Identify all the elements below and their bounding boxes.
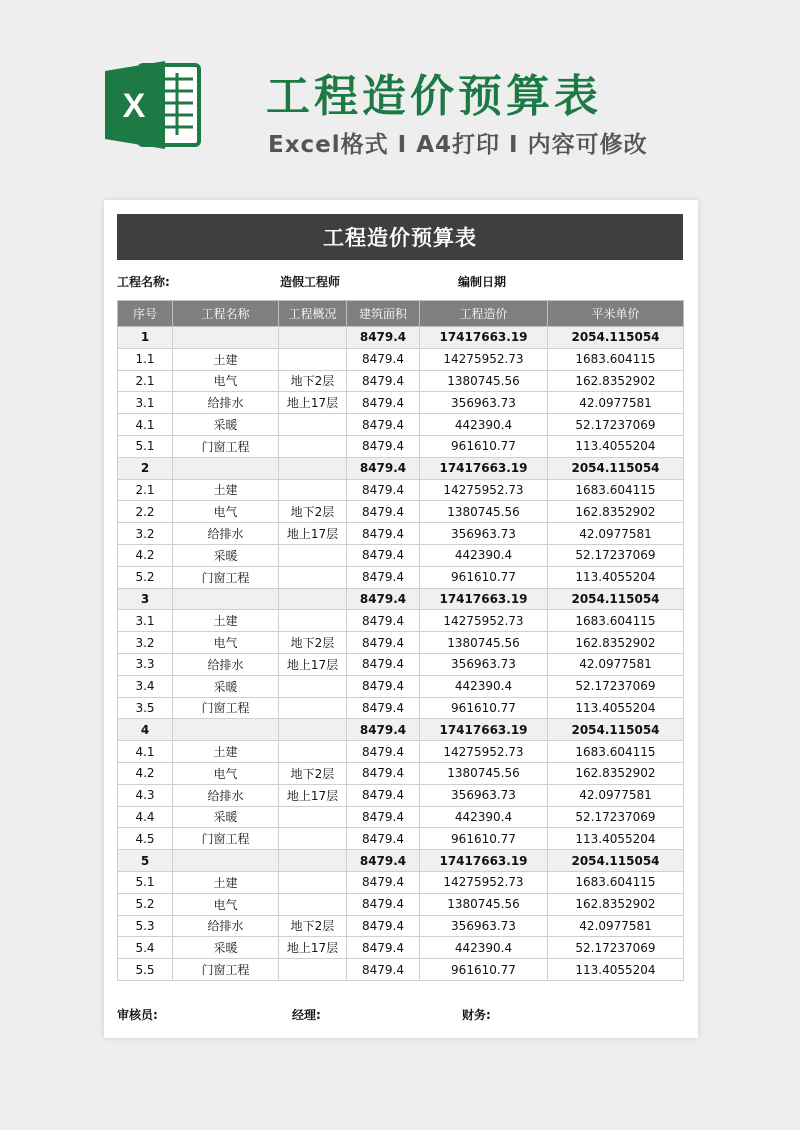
engineer-label: 造假工程师 [280, 275, 341, 289]
table-cell[interactable]: 8479.4 [347, 959, 420, 981]
table-cell[interactable]: 8479.4 [347, 675, 420, 697]
table-row [118, 435, 684, 457]
table-cell[interactable] [279, 850, 347, 872]
table-cell[interactable]: 52.17237069 [548, 414, 684, 436]
table-cell[interactable]: 采暖 [173, 806, 279, 828]
table-cell[interactable]: 8479.4 [347, 784, 420, 806]
table-cell[interactable]: 8479.4 [347, 850, 420, 872]
table-cell[interactable]: 地下2层 [279, 915, 347, 937]
date-label: 编制日期 [458, 275, 507, 289]
table-cell[interactable]: 地上17层 [279, 523, 347, 545]
table-cell[interactable]: 4.2 [118, 762, 173, 784]
table-cell[interactable]: 42.0977581 [548, 653, 684, 675]
table-cell[interactable]: 8479.4 [347, 566, 420, 588]
table-cell[interactable]: 电气 [173, 762, 279, 784]
table-row [118, 479, 684, 501]
table-row [118, 806, 684, 828]
table-cell[interactable] [279, 697, 347, 719]
table-cell[interactable]: 1683.604115 [548, 871, 684, 893]
table-cell[interactable] [279, 959, 347, 981]
table-cell[interactable]: 电气 [173, 370, 279, 392]
table-cell[interactable] [279, 675, 347, 697]
table-row [118, 414, 684, 436]
table-cell[interactable]: 14275952.73 [420, 479, 548, 501]
spreadsheet-page [104, 200, 698, 1038]
table-cell[interactable]: 356963.73 [420, 784, 548, 806]
table-cell[interactable]: 356963.73 [420, 392, 548, 414]
table-cell[interactable] [279, 414, 347, 436]
table-cell[interactable]: 5.4 [118, 937, 173, 959]
table-row [118, 871, 684, 893]
table-row [118, 697, 684, 719]
table-cell[interactable]: 442390.4 [420, 414, 548, 436]
table-cell[interactable]: 地上17层 [279, 784, 347, 806]
table-row [118, 348, 684, 370]
table-cell[interactable]: 门窗工程 [173, 828, 279, 850]
table-row [118, 632, 684, 654]
table-cell[interactable]: 5.1 [118, 435, 173, 457]
table-cell[interactable]: 5.2 [118, 566, 173, 588]
table-cell[interactable]: 113.4055204 [548, 566, 684, 588]
column-header: 工程造价 [420, 301, 548, 327]
reviewer-label: 审核员: [117, 1008, 158, 1022]
table-cell[interactable]: 电气 [173, 632, 279, 654]
table-cell[interactable]: 地下2层 [279, 762, 347, 784]
table-cell[interactable]: 961610.77 [420, 566, 548, 588]
table-cell[interactable]: 电气 [173, 501, 279, 523]
table-cell[interactable] [173, 457, 279, 479]
table-row [118, 675, 684, 697]
table-cell[interactable]: 42.0977581 [548, 915, 684, 937]
table-cell[interactable]: 土建 [173, 610, 279, 632]
table-cell[interactable] [279, 588, 347, 610]
table-cell[interactable]: 3.1 [118, 610, 173, 632]
table-cell[interactable]: 442390.4 [420, 544, 548, 566]
table-cell[interactable]: 113.4055204 [548, 828, 684, 850]
table-row [118, 893, 684, 915]
table-cell[interactable]: 113.4055204 [548, 435, 684, 457]
table-cell[interactable]: 8479.4 [347, 871, 420, 893]
banner-subtitle: Excel格式 I A4打印 I 内容可修改 [268, 132, 648, 158]
table-cell[interactable]: 42.0977581 [548, 784, 684, 806]
table-cell[interactable]: 961610.77 [420, 697, 548, 719]
table-cell[interactable]: 1380745.56 [420, 893, 548, 915]
table-cell[interactable]: 1380745.56 [420, 501, 548, 523]
table-cell[interactable]: 17417663.19 [420, 457, 548, 479]
table-cell[interactable] [279, 348, 347, 370]
table-cell[interactable] [279, 566, 347, 588]
table-cell[interactable] [279, 435, 347, 457]
table-cell[interactable]: 14275952.73 [420, 871, 548, 893]
table-cell[interactable]: 8479.4 [347, 435, 420, 457]
table-cell[interactable]: 土建 [173, 479, 279, 501]
table-cell[interactable] [279, 610, 347, 632]
table-cell[interactable]: 8479.4 [347, 523, 420, 545]
table-cell[interactable]: 162.8352902 [548, 762, 684, 784]
table-cell[interactable]: 2.2 [118, 501, 173, 523]
column-header: 平米单价 [548, 301, 684, 327]
table-cell[interactable]: 采暖 [173, 414, 279, 436]
table-cell[interactable]: 4.5 [118, 828, 173, 850]
table-cell[interactable]: 8479.4 [347, 370, 420, 392]
table-cell[interactable]: 8479.4 [347, 348, 420, 370]
table-cell[interactable]: 采暖 [173, 937, 279, 959]
table-cell[interactable] [173, 327, 279, 349]
table-cell[interactable]: 356963.73 [420, 653, 548, 675]
table-cell[interactable]: 52.17237069 [548, 806, 684, 828]
table-cell[interactable]: 5 [118, 850, 173, 872]
table-cell[interactable]: 土建 [173, 348, 279, 370]
table-cell[interactable]: 17417663.19 [420, 850, 548, 872]
table-cell[interactable]: 4.2 [118, 544, 173, 566]
table-cell[interactable] [279, 871, 347, 893]
table-cell[interactable] [279, 457, 347, 479]
table-cell[interactable]: 1683.604115 [548, 610, 684, 632]
table-row [118, 566, 684, 588]
table-row [118, 762, 684, 784]
table-row [118, 501, 684, 523]
table-cell[interactable]: 1380745.56 [420, 370, 548, 392]
table-cell[interactable] [279, 828, 347, 850]
excel-logo-icon [103, 57, 203, 153]
column-header: 工程名称 [173, 301, 279, 327]
table-cell[interactable]: 8479.4 [347, 544, 420, 566]
table-cell[interactable]: 961610.77 [420, 828, 548, 850]
table-cell[interactable] [279, 544, 347, 566]
column-header: 序号 [118, 301, 173, 327]
table-cell[interactable]: 8479.4 [347, 719, 420, 741]
header-banner [0, 0, 800, 190]
table-cell[interactable]: 162.8352902 [548, 370, 684, 392]
table-cell[interactable]: 42.0977581 [548, 392, 684, 414]
table-cell[interactable]: 3.5 [118, 697, 173, 719]
table-cell[interactable]: 5.1 [118, 871, 173, 893]
table-cell[interactable]: 8479.4 [347, 392, 420, 414]
table-cell[interactable] [279, 479, 347, 501]
table-cell[interactable]: 1683.604115 [548, 479, 684, 501]
table-cell[interactable]: 2054.115054 [548, 327, 684, 349]
table-cell[interactable]: 3.2 [118, 632, 173, 654]
table-cell[interactable]: 2.1 [118, 479, 173, 501]
table-cell[interactable] [173, 850, 279, 872]
table-cell[interactable]: 5.3 [118, 915, 173, 937]
table-cell[interactable]: 52.17237069 [548, 937, 684, 959]
group-row [118, 719, 684, 741]
table-row [118, 610, 684, 632]
table-row [118, 523, 684, 545]
table-cell[interactable]: 3.2 [118, 523, 173, 545]
svg-text:X: X [122, 87, 146, 125]
table-cell[interactable]: 1683.604115 [548, 741, 684, 763]
table-row [118, 959, 684, 981]
table-cell[interactable]: 给排水 [173, 392, 279, 414]
group-row [118, 588, 684, 610]
table-cell[interactable]: 8479.4 [347, 632, 420, 654]
table-cell[interactable]: 地下2层 [279, 632, 347, 654]
table-cell[interactable]: 8479.4 [347, 653, 420, 675]
table-cell[interactable] [279, 741, 347, 763]
table-cell[interactable] [173, 719, 279, 741]
table-cell[interactable]: 1 [118, 327, 173, 349]
finance-label: 财务: [462, 1008, 491, 1022]
table-cell[interactable]: 5.5 [118, 959, 173, 981]
table-cell[interactable]: 2054.115054 [548, 588, 684, 610]
table-cell[interactable] [279, 893, 347, 915]
table-row [118, 544, 684, 566]
table-cell[interactable]: 门窗工程 [173, 959, 279, 981]
table-cell[interactable]: 门窗工程 [173, 435, 279, 457]
table-row [118, 741, 684, 763]
table-cell[interactable]: 电气 [173, 893, 279, 915]
table-row [118, 653, 684, 675]
table-cell[interactable]: 1.1 [118, 348, 173, 370]
table-cell[interactable]: 52.17237069 [548, 544, 684, 566]
table-cell[interactable]: 地上17层 [279, 937, 347, 959]
table-cell[interactable]: 162.8352902 [548, 632, 684, 654]
table-cell[interactable]: 14275952.73 [420, 348, 548, 370]
table-cell[interactable]: 地下2层 [279, 501, 347, 523]
project-name-label: 工程名称: [117, 275, 170, 289]
table-cell[interactable]: 5.2 [118, 893, 173, 915]
table-cell[interactable]: 17417663.19 [420, 588, 548, 610]
banner-title: 工程造价预算表 [266, 71, 602, 122]
group-row [118, 457, 684, 479]
table-cell[interactable]: 2054.115054 [548, 719, 684, 741]
table-cell[interactable]: 8479.4 [347, 828, 420, 850]
table-cell[interactable]: 门窗工程 [173, 566, 279, 588]
table-cell[interactable]: 8479.4 [347, 501, 420, 523]
table-cell[interactable]: 961610.77 [420, 959, 548, 981]
table-cell[interactable]: 8479.4 [347, 915, 420, 937]
table-cell[interactable]: 1380745.56 [420, 632, 548, 654]
table-cell[interactable]: 1380745.56 [420, 762, 548, 784]
table-cell[interactable]: 442390.4 [420, 675, 548, 697]
table-row [118, 370, 684, 392]
manager-label: 经理: [292, 1008, 321, 1022]
table-row [118, 828, 684, 850]
budget-table [117, 300, 684, 981]
table-cell[interactable]: 8479.4 [347, 610, 420, 632]
table-cell[interactable]: 地上17层 [279, 392, 347, 414]
table-cell[interactable]: 17417663.19 [420, 327, 548, 349]
table-header-row [118, 301, 684, 327]
table-cell[interactable]: 2.1 [118, 370, 173, 392]
table-cell[interactable]: 8479.4 [347, 937, 420, 959]
table-cell[interactable]: 8479.4 [347, 806, 420, 828]
table-cell[interactable]: 52.17237069 [548, 675, 684, 697]
table-row [118, 784, 684, 806]
table-cell[interactable] [279, 327, 347, 349]
table-cell[interactable]: 8479.4 [347, 588, 420, 610]
group-row [118, 850, 684, 872]
table-cell[interactable]: 162.8352902 [548, 501, 684, 523]
table-cell[interactable]: 3 [118, 588, 173, 610]
table-cell[interactable]: 3.3 [118, 653, 173, 675]
table-cell[interactable]: 113.4055204 [548, 959, 684, 981]
table-cell[interactable]: 门窗工程 [173, 697, 279, 719]
table-cell[interactable]: 给排水 [173, 523, 279, 545]
table-cell[interactable]: 给排水 [173, 915, 279, 937]
table-cell[interactable]: 2054.115054 [548, 850, 684, 872]
table-cell[interactable]: 442390.4 [420, 937, 548, 959]
table-cell[interactable]: 3.1 [118, 392, 173, 414]
table-cell[interactable]: 地下2层 [279, 370, 347, 392]
table-cell[interactable]: 8479.4 [347, 762, 420, 784]
table-cell[interactable]: 2054.115054 [548, 457, 684, 479]
table-cell[interactable]: 4.1 [118, 741, 173, 763]
column-header: 建筑面积 [347, 301, 420, 327]
table-cell[interactable]: 8479.4 [347, 741, 420, 763]
table-cell[interactable]: 8479.4 [347, 479, 420, 501]
column-header: 工程概况 [279, 301, 347, 327]
table-cell[interactable]: 采暖 [173, 544, 279, 566]
table-cell[interactable]: 给排水 [173, 653, 279, 675]
table-cell[interactable]: 2 [118, 457, 173, 479]
table-cell[interactable]: 42.0977581 [548, 523, 684, 545]
table-cell[interactable]: 8479.4 [347, 893, 420, 915]
table-row [118, 937, 684, 959]
table-cell[interactable]: 8479.4 [347, 457, 420, 479]
table-cell[interactable]: 162.8352902 [548, 893, 684, 915]
table-cell[interactable]: 土建 [173, 871, 279, 893]
table-row [118, 915, 684, 937]
sheet-title: 工程造价预算表 [117, 214, 683, 260]
table-cell[interactable]: 采暖 [173, 675, 279, 697]
table-cell[interactable]: 961610.77 [420, 435, 548, 457]
table-cell[interactable]: 14275952.73 [420, 741, 548, 763]
table-cell[interactable]: 17417663.19 [420, 719, 548, 741]
table-cell[interactable]: 14275952.73 [420, 610, 548, 632]
table-cell[interactable]: 土建 [173, 741, 279, 763]
table-cell[interactable]: 地上17层 [279, 653, 347, 675]
table-cell[interactable]: 4 [118, 719, 173, 741]
table-cell[interactable]: 8479.4 [347, 327, 420, 349]
table-cell[interactable]: 1683.604115 [548, 348, 684, 370]
table-row [118, 392, 684, 414]
table-cell[interactable]: 356963.73 [420, 915, 548, 937]
table-cell[interactable]: 8479.4 [347, 697, 420, 719]
table-cell[interactable]: 3.4 [118, 675, 173, 697]
table-cell[interactable]: 4.3 [118, 784, 173, 806]
table-cell[interactable]: 4.1 [118, 414, 173, 436]
table-cell[interactable]: 113.4055204 [548, 697, 684, 719]
table-cell[interactable] [279, 719, 347, 741]
table-cell[interactable]: 356963.73 [420, 523, 548, 545]
table-cell[interactable]: 442390.4 [420, 806, 548, 828]
group-row [118, 327, 684, 349]
table-cell[interactable]: 8479.4 [347, 414, 420, 436]
table-cell[interactable]: 4.4 [118, 806, 173, 828]
table-cell[interactable] [279, 806, 347, 828]
table-cell[interactable]: 给排水 [173, 784, 279, 806]
table-body [118, 327, 684, 981]
table-cell[interactable] [173, 588, 279, 610]
